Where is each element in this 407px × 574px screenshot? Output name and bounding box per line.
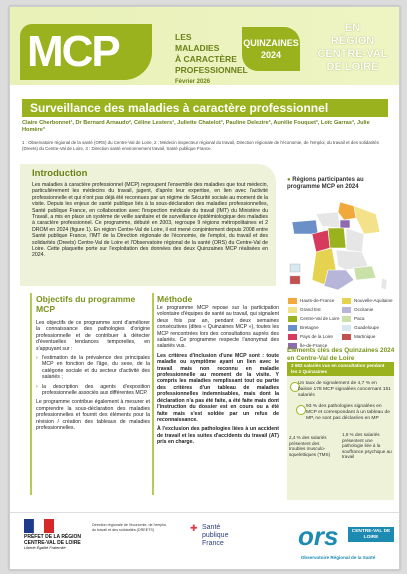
map-inset-martinique	[290, 276, 300, 284]
map-region-pays-de-la-loire	[312, 230, 330, 252]
prefet-motto: Liberté Égalité Fraternité	[24, 546, 66, 551]
page-title: Surveillance des maladies à caractère professionnel	[22, 99, 388, 117]
map-inset-guadeloupe	[290, 264, 300, 272]
legend-swatch	[342, 298, 351, 304]
method-heading: Méthode	[157, 294, 193, 304]
legend-label: Guadeloupe	[354, 325, 380, 330]
key-figure-undeclared: 93 % des pathologies signalées en MCP et correspondant à un tableau de MP, ne sont pas déclarées en MP	[306, 404, 390, 421]
pin-icon: ●	[287, 177, 291, 183]
legend-label: Paca	[354, 316, 365, 321]
bullet-icon	[296, 405, 306, 415]
objectives-bullet: › la description des agents d'exposition professionnelle associés aux différentes MCP.	[36, 384, 150, 397]
legend-swatch	[342, 316, 351, 322]
subtitle-line: LES	[175, 32, 192, 42]
legend-swatch	[288, 316, 297, 322]
intro-text: Les maladies à caractère professionnel (MCP) regroupent l'ensemble des maladies que tout médecin, particulièrement les médecins du travail, jugent, d'après leur expertise, en lien avec l'activité professionnelle et qui n'ont pas déjà été reconnues par un régime de Sécurité sociale au moment de la visite. Depuis les enjeux de santé publique liés à la sous-déclaration des maladies professionnelles, Santé publique France, en collaboration avec l'inspection médicale du travail (IMT) du Ministère du Travail, a mis en place un système de veille sanitaire et de surveillance épidémiologique des maladies à caractère professionnel. Ce programme, débuté en 2003, regroupe 9 régions métropolitaines et 2 DROM en 2024 (figure 1). En région Centre-Val de Loire, il est mené conjointement depuis 2008 entre Santé publique France, l'IMT de la Direction régionale de l'économie, de l'emploi, du travail et des solidarités (Dreets) Centre-Val de Loire et l'Observatoire régional de la santé (ORS) du Centre-Val de Loire. Cette plaquette porte sur l'exploitation des données des deux Quinzaines MCP réalisées en 2024.	[32, 182, 268, 259]
key-figure-rate: Un taux de signalement de 4,7 % en baisse 178 MCP signalées concernant 151 salariés	[298, 381, 391, 398]
method-rule	[152, 293, 154, 495]
spf-line: France	[202, 540, 224, 547]
region-title	[310, 22, 395, 74]
region-line: EN	[344, 22, 361, 34]
marianne-logo	[24, 519, 54, 533]
map-region-corse	[381, 278, 387, 290]
objectives-rule	[30, 293, 32, 495]
legend-item	[342, 296, 396, 305]
legend-swatch	[288, 298, 297, 304]
region-line: RÉGION	[330, 35, 375, 47]
spf-mark-icon: ✚	[190, 523, 198, 533]
map-region-hauts-de-france	[338, 202, 356, 220]
legend-row	[288, 314, 396, 323]
legend-label: Grand Est	[300, 307, 321, 312]
legend-label: Île-de-France	[300, 343, 328, 348]
map-region-normandie	[316, 212, 340, 228]
legend-swatch	[288, 307, 297, 313]
legend-label: Nouvelle-Aquitaine	[354, 298, 393, 303]
map-heading-text: Régions participantes au programme MCP en 2024	[287, 177, 364, 190]
prefet-label	[24, 535, 84, 552]
objectives-intro: Les objectifs de ce programme sont d'améliorer la connaissance des pathologies d'origine professionnelle et de contribuer à détecter d'éventuelles tendances temporelles, en s'appuyant sur :	[36, 320, 150, 352]
mcp-logo: MCP	[27, 27, 119, 76]
france-map	[288, 200, 393, 293]
legend-item	[288, 314, 342, 323]
map-region-ile-de-france	[340, 220, 350, 228]
ors-subtitle: Observatoire Régional de la Santé	[300, 555, 376, 560]
dreets-label: Direction régionale de l'économie, de l'emploi, du travail et des solidarités (DREETS)	[92, 523, 167, 532]
key-figures-heading: Éléments clés des Quinzaines 2024 en Centre-Val de Loire	[287, 347, 395, 362]
spf-line: Santé	[202, 524, 221, 531]
legend-item	[342, 314, 396, 323]
key-figure-top: 2 982 salariés vus en consultation pendant les 2 Quinzaines	[287, 362, 394, 376]
subtitle-line: PROFESSIONNEL	[175, 65, 248, 75]
authors: Claire Cherbonnet¹, Dr Bernard Arnaudo², Céline Lesters¹, Juliette Chatelot³, Pauline Delezire³, Aurélie Fouquet³, Loïc Garras³, Julie Homère³	[22, 120, 370, 133]
method-paragraph: Le programme MCP repose sur la participation volontaire d'équipes de santé au travail, qui signalent deux fois par an, pendant deux semaines consécutives (dites « Quinzaines MCP »), toutes les MCP rencontrées lors des consultations auprès des salariés. Ce programme respecte l'anonymat des salariés vus.	[157, 305, 279, 350]
affiliations: 1 : Observatoire régional de la santé (ORS) du Centre-Val de Loire, 2 : Médecin inspecteur régional du travail, Direction régionale de l'économie, de l'emploi, du travail et des solidarités (Dreets) du Centre-Val de Loire, 3 : Direction santé environnement travail, Santé publique France.	[22, 140, 379, 151]
key-figure-tms: 2,4 % des salariés présentent des troubles musculo-squelettiques (TMS)	[289, 435, 331, 457]
map-region-occitanie	[324, 270, 354, 290]
legend-swatch	[288, 325, 297, 331]
legend-swatch	[342, 334, 351, 340]
region-line: CENTRE-VAL	[317, 48, 388, 60]
map-heading	[287, 177, 397, 191]
method-paragraph: À l'exclusion des pathologies liées à un accident de travail et les suites d'accidents du travail (AT) pris en charge.	[157, 426, 279, 446]
header-date: Février 2026	[175, 79, 211, 85]
intro-heading: Introduction	[32, 168, 88, 179]
legend-label: Hauts-de-France	[300, 298, 335, 303]
subtitle-line: À CARACTÈRE	[175, 54, 237, 64]
legend-item	[342, 323, 396, 332]
legend-item	[288, 296, 342, 305]
method-paragraph: Les critères d'inclusion d'une MCP sont : toute maladie ou symptôme ayant un lien avec le travail mais non reconnu en maladie professionnelle au moment de la visite. Y compris les maladies remplissant tout ou partie des critères d'un tableau de maladies professionnelles indemnisables, mais dont la déclaration n'a pas été faite, a été faite mais dont l'instruction du dossier est en cours ou a été faite mais s'est soldée par un refus de reconnaissance.	[157, 352, 279, 423]
legend-item	[288, 323, 342, 332]
objectives-heading: Objectifs du programme MCP	[36, 294, 136, 314]
legend-label: Bretagne	[300, 325, 319, 330]
report-page	[9, 6, 400, 570]
map-legend	[288, 296, 396, 350]
map-region-bretagne	[292, 220, 318, 234]
legend-label: Martinique	[354, 334, 376, 339]
map-region-bourgogne	[346, 228, 364, 252]
map-region-centre-val-de-loire	[328, 228, 346, 248]
legend-label: Pays de la Loire	[300, 334, 333, 339]
legend-swatch	[342, 325, 351, 331]
legend-item	[288, 305, 342, 314]
map-region-grand-est	[354, 206, 380, 234]
map-region-paca	[354, 266, 376, 280]
objectives-text	[36, 320, 150, 435]
legend-row	[288, 332, 396, 341]
legend-swatch	[288, 334, 297, 340]
legend-item	[342, 332, 396, 341]
region-line: DE LOIRE	[326, 61, 379, 73]
spf-line: publique	[202, 532, 229, 539]
legend-row	[288, 323, 396, 332]
ors-logo	[292, 521, 392, 555]
edition-badge: QUINZAINES 2024	[242, 27, 300, 71]
objectives-outro: Le programme contribue également à mesurer et comprendre la sous-déclaration des maladies professionnelles et fournit des éléments pour la révision / création des tableaux de maladies professionnelles.	[36, 399, 150, 432]
legend-label: Centre-Val de Loire	[300, 316, 340, 321]
objectives-bullet: › l'estimation de la prévalence des principales MCP en fonction de l'âge, du sexe, de la catégorie sociale et du secteur d'activité des salariés ;	[36, 355, 150, 381]
subtitle-line: MALADIES	[175, 43, 220, 53]
method-text	[157, 305, 279, 449]
legend-item	[288, 332, 342, 341]
legend-row	[288, 296, 396, 305]
prefet-text: PRÉFET DE LA RÉGION CENTRE-VAL DE LOIRE	[24, 534, 82, 546]
legend-item	[342, 305, 396, 314]
legend-label: Occitanie	[354, 307, 374, 312]
ors-logo-text: ors	[298, 521, 339, 551]
key-figure-psy: 1,8 % des salariés présentent une pathologie liée à la souffrance psychique au travail	[342, 432, 392, 460]
legend-swatch	[342, 307, 351, 313]
spf-logo	[190, 523, 250, 547]
legend-row	[288, 305, 396, 314]
ors-region: CENTRE-VAL DE LOIRE	[348, 527, 394, 542]
